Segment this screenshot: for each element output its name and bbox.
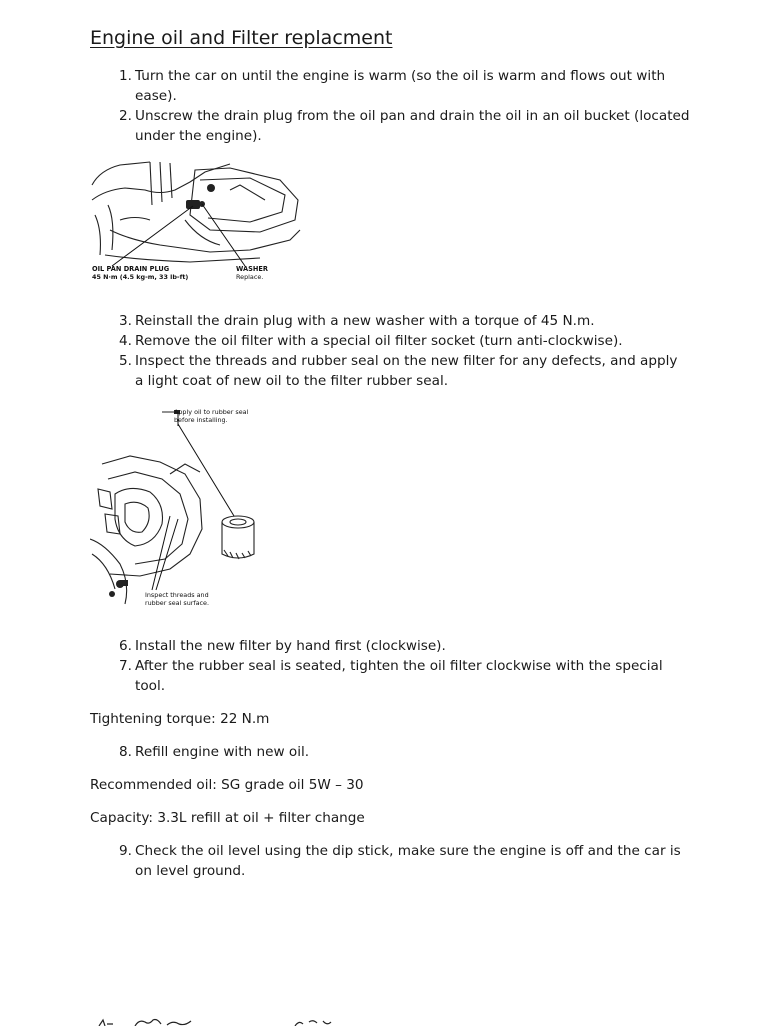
step-text: Unscrew the drain plug from the oil pan and drain the oil in an oil bucket (located under the engine). (135, 108, 690, 144)
oil-filter-illustration (90, 404, 268, 610)
step-number: 2. (119, 108, 132, 124)
step-text: Reinstall the drain plug with a new washer with a torque of 45 N.m. (135, 313, 595, 329)
step-number: 3. (119, 313, 132, 329)
inspect-threads-label: Inspect threads and (145, 591, 209, 599)
washer-replace-label: Replace. (236, 273, 264, 281)
step-number: 1. (119, 68, 132, 84)
step-text: Refill engine with new oil. (135, 744, 310, 760)
list-item (119, 311, 690, 331)
steps-list-4 (119, 742, 690, 762)
list-item (119, 841, 690, 881)
torque-note: Tightening torque: 22 N.m (90, 711, 270, 727)
list-item (119, 351, 690, 391)
washer-label: WASHER (236, 265, 268, 273)
step-number: 4. (119, 333, 132, 349)
step-text: Inspect the threads and rubber seal on the new filter for any defects, and apply a light coat of new oil to the filter rubber seal. (135, 353, 678, 389)
list-item (119, 331, 690, 351)
handwriting-scribble (95, 1014, 345, 1030)
drain-plug-torque-label: 45 N·m (4.5 kg-m, 33 lb-ft) (92, 273, 189, 281)
step-text: Turn the car on until the engine is warm (so the oil is warm and flows out with ease). (135, 68, 666, 104)
recommended-oil-note: Recommended oil: SG grade oil 5W – 30 (90, 777, 364, 793)
step-number: 7. (119, 658, 132, 674)
step-number: 5. (119, 353, 132, 369)
drain-plug-label: OIL PAN DRAIN PLUG (92, 265, 170, 273)
apply-oil-label-2: before installing. (174, 416, 228, 424)
oil-filter-figure (90, 404, 268, 610)
list-item (119, 66, 690, 106)
step-number: 9. (119, 843, 132, 859)
steps-list-3 (119, 636, 690, 696)
capacity-note: Capacity: 3.3L refill at oil + filter change (90, 810, 365, 826)
step-text: Check the oil level using the dip stick, make sure the engine is off and the car is on level ground. (135, 843, 681, 879)
apply-oil-label: Apply oil to rubber seal (174, 408, 249, 416)
step-text: Install the new filter by hand first (clockwise). (135, 638, 446, 654)
list-item (119, 636, 690, 656)
scribble-graphic (95, 1016, 345, 1026)
list-item (119, 106, 690, 146)
page-title: Engine oil and Filter replacment (90, 27, 393, 49)
step-text: Remove the oil filter with a special oil filter socket (turn anti-clockwise). (135, 333, 623, 349)
list-item (119, 656, 690, 696)
step-number: 8. (119, 744, 132, 760)
inspect-threads-label-2: rubber seal surface. (145, 599, 210, 607)
step-number: 6. (119, 638, 132, 654)
drain-plug-figure (90, 160, 302, 286)
steps-list-1 (119, 66, 690, 146)
step-text: After the rubber seal is seated, tighten the oil filter clockwise with the special tool. (135, 658, 663, 694)
steps-list-2 (119, 311, 690, 391)
list-item (119, 742, 690, 762)
steps-list-5 (119, 841, 690, 881)
